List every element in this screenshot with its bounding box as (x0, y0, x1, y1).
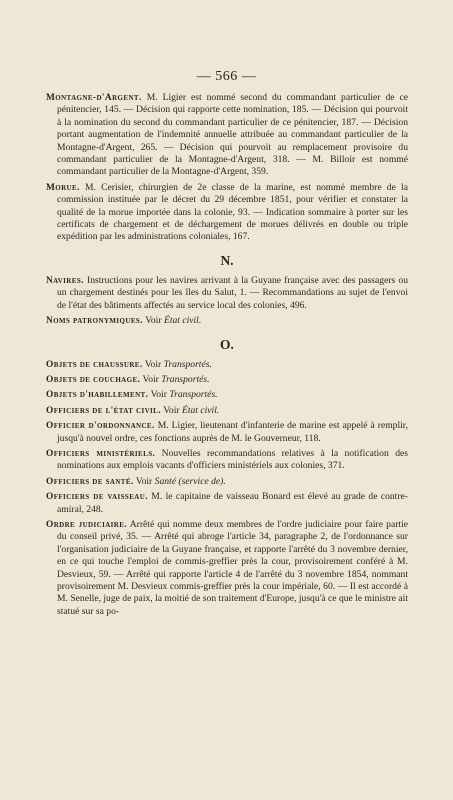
entry-text: Voir (142, 315, 164, 327)
index-entry-officiers-de-sante (46, 476, 408, 488)
entry-text: Voir (133, 475, 155, 487)
entry-heading: Officiers de santé. (46, 476, 134, 487)
cross-reference: Transportés. (161, 373, 210, 385)
entry-heading: Officiers ministériels. (46, 448, 156, 459)
entry-text: Arrêté qui nomme deux membres de l'ordre judiciaire pour faire partie du conseil privé, 35. — Arrêté qui abroge l'article 34, paragraphe 2, de l'ordonnance sur l'organisation judiciaire de la Guyane française, et rapporte l'arrêté du 3 novembre dernier, en ce qui touche l'emploi de commis-greffier près la cour, provisoirement conféré à M. Desvieux, 59. — Arrêté qui rapporte l'article 4 de l'arrêté du 3 novembre 1854, nommant provisoirement M. Desvieux commis-greffier près la cour impériale, 60. — Il est accordé à M. Senelle, juge de paix, la moitié de son traitement d'Europe, jusqu'à ce que le ministre ait statué sur sa po- (57, 518, 408, 617)
page-number: — 566 — (196, 69, 257, 84)
index-entry-objets-de-couchage (46, 374, 408, 386)
entry-heading: Officier d'ordonnance. (46, 421, 155, 432)
entry-text: M. le capitaine de vaisseau Bonard est élevé au grade de contre-amiral, 248. (57, 491, 408, 515)
entry-text: Voir (140, 373, 162, 385)
index-entry-objets-de-chaussure (46, 359, 408, 371)
cross-reference: État civil. (181, 404, 220, 416)
section-letter-o: O. (220, 336, 234, 352)
entry-heading: Objets d'habillement. (46, 390, 149, 401)
cross-reference: Transportés. (169, 389, 218, 401)
entry-text: Voir (148, 389, 170, 401)
index-entry-ordre-judiciaire (46, 519, 408, 618)
entry-text: M. Ligier est nommé second du commandant particulier de ce pénitencier, 145. — Décision qui rapporte cette nomination, 185. — Décision qui pourvoit à la nomination du second du commandant particulier de ce pénitencier, 187. — Décision portant augmentation de l'indemnité annuelle attribuée au commandant particulier de la Montagne-d'Argent, 265. — Décision qui pourvoit au remplacement provisoire du commandant particulier de la Montagne-d'Argent, 318. — M. Billoir est nommé commandant particulier de la Montagne-d'Argent, 359. (57, 92, 408, 178)
entry-heading: Objets de chaussure. (46, 359, 143, 370)
entry-heading: Navires. (46, 275, 84, 286)
cross-reference: Santé (service de). (154, 475, 226, 487)
index-entry-noms-patronymiques (46, 315, 408, 327)
index-entry-montagne-d-argent (46, 92, 408, 179)
index-entry-officiers-ministeriels (46, 448, 408, 473)
index-entry-officiers-de-vaisseau (46, 491, 408, 516)
entry-text: M. Ligier, lieutenant d'infanterie de marine est appelé à remplir, jusqu'à nouvel ordre, ces fonctions auprès de M. le Gouverneur, 118. (57, 420, 408, 444)
index-entry-objets-d-habillement (46, 389, 408, 401)
entry-text: M. Cerisier, chirurgien de 2e classe de la marine, est nommé membre de la commission instituée par le décret du 29 décembre 1851, pour vérifier et constater la qualité de la morue importée dans la colonie, 93. — Indication sommaire à porter sur les certificats de chargement et de déchargement de morues délivrés en double ou triple expédition par les administrations coloniales, 167. (57, 181, 408, 243)
index-entry-morue (46, 182, 408, 244)
section-letter-n: N. (220, 252, 234, 268)
entry-heading: Morue. (46, 182, 80, 193)
entry-heading: Officiers de l'état civil. (46, 405, 161, 416)
index-entry-officiers-de-l-etat-civil (46, 405, 408, 417)
cross-reference: État civil. (163, 315, 202, 327)
entry-heading: Officiers de vaisseau. (46, 492, 148, 503)
entry-text: Nouvelles recommandations relatives à la notification des nominations aux emplois vacants d'officiers ministériels aux colonies, 371. (57, 447, 408, 472)
entry-text: Instructions pour les navires arrivant à la Guyane française avec des passagers ou un chargement destinés pour les îles du Salut, 1. — Recommandations au sujet de l'envoi de l'état des bâtiments affectés au service local des colonies, 496. (57, 274, 408, 311)
cross-reference: Transportés. (163, 358, 212, 370)
entry-text: Voir (161, 404, 182, 416)
entry-heading: Montagne-d'Argent. (46, 93, 142, 103)
entry-heading: Ordre judiciaire. (46, 519, 128, 530)
index-content (46, 92, 408, 621)
index-entry-officier-d-ordonnance (46, 420, 408, 445)
entry-heading: Objets de couchage. (46, 374, 141, 385)
entry-text: Voir (142, 358, 164, 370)
index-entry-navires (46, 275, 408, 312)
entry-heading: Noms patronymiques. (46, 316, 143, 327)
